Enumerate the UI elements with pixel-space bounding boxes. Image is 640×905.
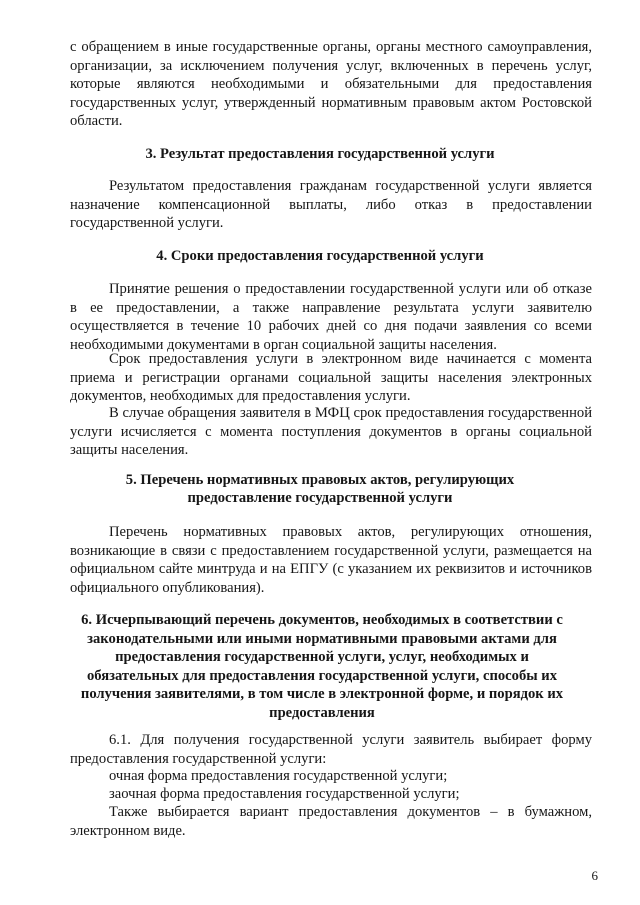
section-3-paragraph: Результатом предоставления гражданам государственной услуги является назначение компенсационной выплаты, либо отказ в предоставлении государственной услуги. — [70, 178, 592, 231]
section-6-paragraph-1: 6.1. Для получения государственной услуги заявитель выбирает форму предоставления государственной услуги: — [70, 732, 592, 767]
section-4-paragraph-3: В случае обращения заявителя в МФЦ срок предоставления государственной услуги исчисляется с момента поступления документов в органы социальной защиты населения. — [70, 405, 592, 458]
section-6-list-item-2: заочная форма предоставления государственной услуги; — [109, 786, 460, 802]
section-6-heading: 6. Исчерпывающий перечень документов, необходимых в соответствии с законодательными или иными нормативными правовыми актами для предоставления государственной услуги, услуг, необходимых и обязательных для предоставления государственной услуги, способы их получения заявителями, в том числе в электронной форме, и порядок их предоставления — [80, 612, 564, 721]
section-5-paragraph: Перечень нормативных правовых актов, регулирующих отношения, возникающие в связи с предоставлением государственной услуги, размещается на официальном сайте минтруда и на ЕПГУ (с указанием их реквизитов и источников официального опубликования). — [70, 524, 592, 596]
section-5-heading-line-2: предоставление государственной услуги — [187, 490, 453, 506]
section-4-heading: 4. Сроки предоставления государственной услуги — [156, 248, 484, 264]
section-6-paragraph-2: Также выбирается вариант предоставления документов – в бумажном, электронном виде. — [70, 804, 592, 839]
section-6-list-item-1: очная форма предоставления государственной услуги; — [109, 768, 448, 784]
section-5-heading-line-1: 5. Перечень нормативных правовых актов, регулирующих — [125, 472, 515, 488]
section-4-paragraph-2: Срок предоставления услуги в электронном виде начинается с момента приема и регистрации органами социальной защиты населения электронных документов, необходимых для предоставления услуги. — [70, 351, 592, 404]
section-3-heading: 3. Результат предоставления государственной услуги — [145, 146, 495, 162]
section-4-paragraph-1: Принятие решения о предоставлении государственной услуги или об отказе в ее предоставлении, а также направление результата услуги заявителю осуществляется в течение 10 рабочих дней со дня подачи заявления со всеми необходимыми документами в орган социальной защиты населения. — [70, 281, 592, 353]
page-number: 6 — [591, 868, 598, 883]
paragraph-intro-continuation: с обращением в иные государственные органы, органы местного самоуправления, организации, за исключением получения услуг, включенных в перечень услуг, которые являются необходимыми и обязательными для предоставления государственных услуг, утвержденный нормативным правовым актом Ростовской области. — [70, 39, 592, 129]
